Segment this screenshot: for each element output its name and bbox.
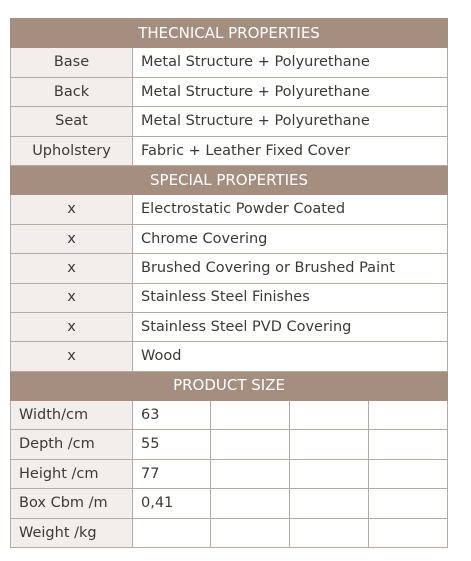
size-header-row xyxy=(11,371,448,400)
special-value: Stainless Steel PVD Covering xyxy=(133,312,448,341)
size-row xyxy=(11,518,448,547)
size-label: Box Cbm /m xyxy=(11,489,133,518)
size-row xyxy=(11,430,448,459)
technical-key: Upholstery xyxy=(11,136,133,165)
special-row xyxy=(11,312,448,341)
size-label: Weight /kg xyxy=(11,518,133,547)
special-value: Brushed Covering or Brushed Paint xyxy=(133,254,448,283)
size-value: 63 xyxy=(133,401,211,430)
size-label: Height /cm xyxy=(11,459,133,488)
empty-cell xyxy=(290,518,369,547)
special-mark: x xyxy=(11,342,133,371)
special-mark: x xyxy=(11,283,133,312)
empty-cell xyxy=(211,401,290,430)
empty-cell xyxy=(290,459,369,488)
empty-cell xyxy=(290,430,369,459)
special-value: Wood xyxy=(133,342,448,371)
technical-title: THECNICAL PROPERTIES xyxy=(11,19,448,48)
special-value: Electrostatic Powder Coated xyxy=(133,195,448,224)
empty-cell xyxy=(369,430,448,459)
empty-cell xyxy=(369,489,448,518)
technical-value: Metal Structure + Polyurethane xyxy=(133,48,448,77)
technical-value: Metal Structure + Polyurethane xyxy=(133,107,448,136)
technical-row xyxy=(11,48,448,77)
size-label: Depth /cm xyxy=(11,430,133,459)
special-mark: x xyxy=(11,195,133,224)
size-row xyxy=(11,489,448,518)
special-value: Chrome Covering xyxy=(133,224,448,253)
spec-sheet xyxy=(10,18,447,548)
special-title: SPECIAL PROPERTIES xyxy=(11,165,448,194)
special-row xyxy=(11,283,448,312)
properties-table xyxy=(10,18,448,548)
size-value xyxy=(133,518,211,547)
size-title: PRODUCT SIZE xyxy=(11,371,448,400)
size-row xyxy=(11,459,448,488)
empty-cell xyxy=(369,459,448,488)
special-row xyxy=(11,195,448,224)
technical-key: Back xyxy=(11,77,133,106)
special-mark: x xyxy=(11,224,133,253)
empty-cell xyxy=(369,518,448,547)
empty-cell xyxy=(290,401,369,430)
special-value: Stainless Steel Finishes xyxy=(133,283,448,312)
technical-header-row xyxy=(11,19,448,48)
size-value: 0,41 xyxy=(133,489,211,518)
special-row xyxy=(11,342,448,371)
empty-cell xyxy=(211,459,290,488)
technical-row xyxy=(11,77,448,106)
technical-row xyxy=(11,136,448,165)
technical-key: Base xyxy=(11,48,133,77)
technical-row xyxy=(11,107,448,136)
size-value: 55 xyxy=(133,430,211,459)
special-row xyxy=(11,254,448,283)
technical-key: Seat xyxy=(11,107,133,136)
special-mark: x xyxy=(11,312,133,341)
empty-cell xyxy=(290,489,369,518)
empty-cell xyxy=(369,401,448,430)
technical-value: Metal Structure + Polyurethane xyxy=(133,77,448,106)
special-row xyxy=(11,224,448,253)
size-row xyxy=(11,401,448,430)
size-value: 77 xyxy=(133,459,211,488)
special-header-row xyxy=(11,165,448,194)
size-label: Width/cm xyxy=(11,401,133,430)
empty-cell xyxy=(211,518,290,547)
special-mark: x xyxy=(11,254,133,283)
technical-value: Fabric + Leather Fixed Cover xyxy=(133,136,448,165)
empty-cell xyxy=(211,430,290,459)
empty-cell xyxy=(211,489,290,518)
